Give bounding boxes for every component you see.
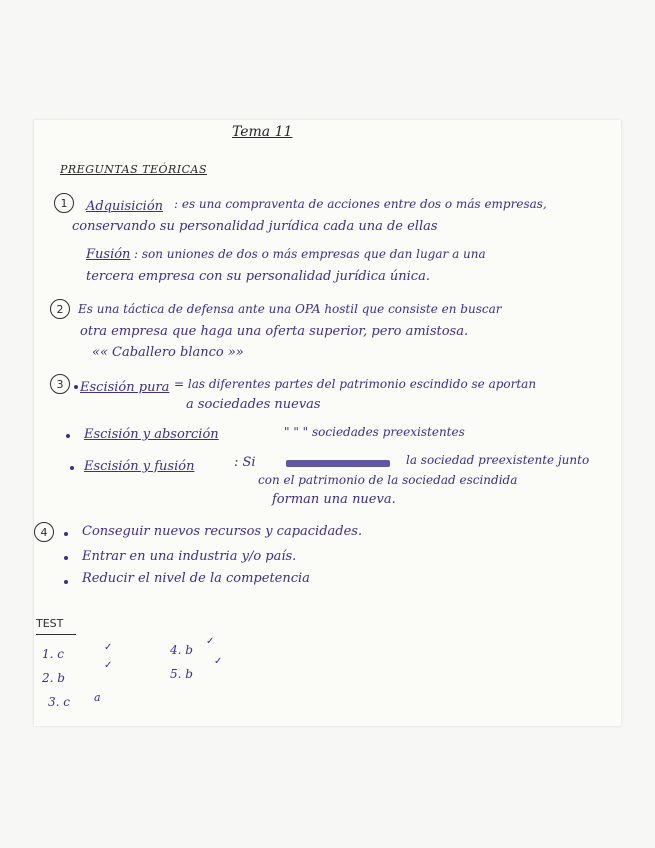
page-title: Tema 11 [232,124,293,140]
q4-item-3: Reducir el nivel de la competencia [82,571,310,586]
check-icon: ✓ [104,660,113,671]
q4-item-1: Conseguir nuevos recursos y capacidades. [82,524,363,539]
section-heading: PREGUNTAS TEÓRICAS [60,163,208,176]
crossed-out-word [286,460,390,467]
escision-fusion-line-1a: : Si [234,455,256,470]
adquisicion-line-2: conservando su personalidad jurídica cada una de ellas [72,219,438,234]
escision-absorcion-text: " " " sociedades preexistentes [284,425,465,439]
fusion-line-1: : son uniones de dos o más empresas que dan lugar a una [134,247,486,261]
bullet [74,385,78,389]
escision-pura-line-2: a sociedades nuevas [186,397,321,412]
question-number-1: 1 [54,193,74,213]
escision-fusion-line-2: con el patrimonio de la sociedad escindida [258,473,518,487]
test-answer-2: 2. b [42,671,65,685]
notebook-page [34,120,621,726]
question-number-4: 4 [34,522,54,542]
bullet [64,580,68,584]
test-answer-1: 1. c [42,647,64,661]
test-answer-3: 3. c [48,695,70,709]
test-answer-4: 4. b [170,643,193,657]
term-escision-absorcion: Escisión y absorción [84,427,219,442]
bullet [64,532,68,536]
test-underline [36,634,76,635]
escision-fusion-line-3: forman una nueva. [272,492,396,507]
adquisicion-line-1: : es una compraventa de acciones entre dos o más empresas, [174,197,547,211]
test-answer-3-correction: a [94,691,101,704]
fusion-line-2: tercera empresa con su personalidad jurídica única. [86,269,430,284]
check-icon: ✓ [206,636,215,647]
question-number-2: 2 [50,299,70,319]
check-icon: ✓ [214,656,223,667]
escision-pura-line-1: = las diferentes partes del patrimonio escindido se aportan [174,377,537,391]
q2-line-3: «« Caballero blanco »» [92,345,244,360]
term-adquisicion: Adquisición [86,199,164,214]
bullet [66,434,70,438]
term-fusion: Fusión [86,247,131,262]
q2-line-1: Es una táctica de defensa ante una OPA hostil que consiste en buscar [78,302,502,316]
question-number-3: 3 [50,374,70,394]
test-title: TEST [36,617,64,630]
bullet [64,556,68,560]
test-answer-5: 5. b [170,667,193,681]
term-escision-pura: Escisión pura [80,380,170,395]
q2-line-2: otra empresa que haga una oferta superior, pero amistosa. [80,324,469,339]
q4-item-2: Entrar en una industria y/o país. [82,549,297,564]
bullet [70,466,74,470]
term-escision-fusion: Escisión y fusión [84,459,195,474]
escision-fusion-line-1b: la sociedad preexistente junto [406,453,590,467]
check-icon: ✓ [104,642,113,653]
